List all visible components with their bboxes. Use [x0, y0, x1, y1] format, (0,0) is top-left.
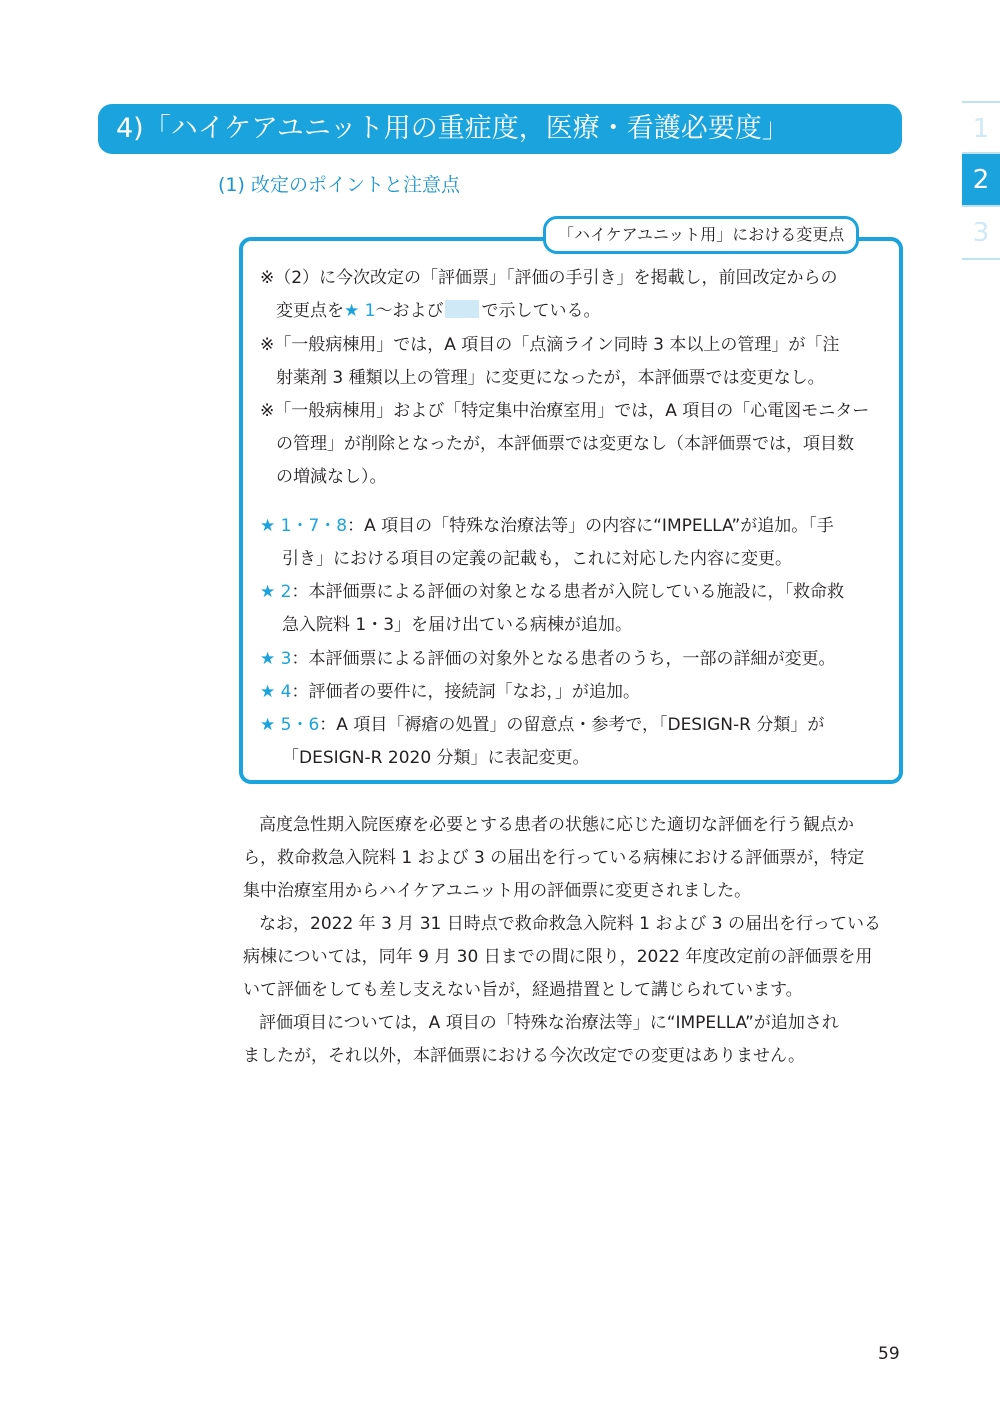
note-1-line-1: ※（2）に今次改定の「評価票」「評価の手引き」を掲載し，前回改定からの — [260, 268, 838, 288]
note-3-line-2: の管理」が削除となったが，本評価票では変更なし（本評価票では，項目数 — [276, 434, 854, 454]
note-text: ～および — [375, 301, 444, 321]
note-3-line-1: ※「一般病棟用」および「特定集中治療室用」では，A 項目の「心電図モニター — [260, 401, 870, 421]
change-text: ：A 項目「褥瘡の処置」の留意点・参考で，「DESIGN-R 分類」が — [319, 715, 825, 735]
body-line-7: 評価項目については，A 項目の「特殊な治療法等」に“IMPELLA”が追加され — [259, 1013, 839, 1033]
body-line-3: 集中治療室用からハイケアユニット用の評価票に変更されました。 — [243, 881, 752, 901]
box-label: 「ハイケアユニット用」における変更点 — [543, 216, 859, 254]
change-text: ：本評価票による評価の対象外となる患者のうち，一部の詳細が変更。 — [291, 649, 836, 669]
change-item — [260, 580, 844, 604]
change-text: ：評価者の要件に，接続詞「なお，」が追加。 — [291, 682, 640, 702]
body-line-2: ら，救命救急入院料 1 および 3 の届出を行っている病棟における評価票が，特定 — [243, 848, 865, 868]
note-text: 変更点を — [276, 301, 344, 321]
star-marker: ★ 1 — [344, 301, 376, 321]
change-text: ：本評価票による評価の対象となる患者が入院している施設に，「救命救 — [291, 582, 844, 602]
highlight-swatch — [445, 300, 479, 318]
change-item — [260, 514, 834, 538]
body-line-6: いて評価をしても差し支えない旨が，経過措置として講じられています。 — [243, 980, 803, 1000]
change-item — [260, 713, 824, 737]
body-line-1: 高度急性期入院医療を必要とする患者の状態に応じた適切な評価を行う観点か — [259, 815, 854, 835]
note-2-line-1: ※「一般病棟用」では，A 項目の「点滴ライン同時 3 本以上の管理」が「注 — [260, 335, 840, 355]
note-1-line-2 — [276, 299, 600, 323]
note-text: で示している。 — [481, 301, 601, 321]
note-3-line-3: の増減なし）。 — [276, 467, 387, 487]
change-item-cont: 引き」における項目の定義の記載も，これに対応した内容に変更。 — [282, 549, 792, 569]
section-title-banner: 4)「ハイケアユニット用の重症度，医療・看護必要度」 — [98, 104, 902, 154]
subheading: (1) 改定のポイントと注意点 — [218, 174, 460, 196]
chapter-tab-1[interactable]: 1 — [962, 101, 1000, 154]
change-item-cont: 急入院料 1・3」を届け出ている病棟が追加。 — [282, 615, 633, 635]
star-marker: ★ 3 — [260, 649, 292, 669]
note-2-line-2: 射薬剤 3 種類以上の管理」に変更になったが，本評価票では変更なし。 — [276, 368, 825, 388]
body-line-4: なお，2022 年 3 月 31 日時点で救命救急入院料 1 および 3 の届出を行っている — [259, 914, 881, 934]
chapter-tabs — [962, 101, 1000, 260]
page-number: 59 — [878, 1344, 900, 1364]
change-item-cont: 「DESIGN-R 2020 分類」に表記変更。 — [282, 748, 590, 768]
change-text: ：A 項目の「特殊な治療法等」の内容に“IMPELLA”が追加。「手 — [347, 516, 834, 536]
star-marker: ★ 2 — [260, 582, 292, 602]
body-line-8: ましたが，それ以外，本評価票における今次改定での変更はありません。 — [243, 1046, 806, 1066]
star-marker: ★ 4 — [260, 682, 292, 702]
change-item — [260, 680, 640, 704]
chapter-tab-2[interactable]: 2 — [962, 154, 1000, 207]
star-marker: ★ 5・6 — [260, 715, 320, 735]
change-item — [260, 647, 835, 671]
star-marker: ★ 1・7・8 — [260, 516, 348, 536]
chapter-tab-3[interactable]: 3 — [962, 207, 1000, 260]
body-line-5: 病棟については，同年 9 月 30 日までの間に限り，2022 年度改定前の評価票を用 — [243, 947, 873, 967]
